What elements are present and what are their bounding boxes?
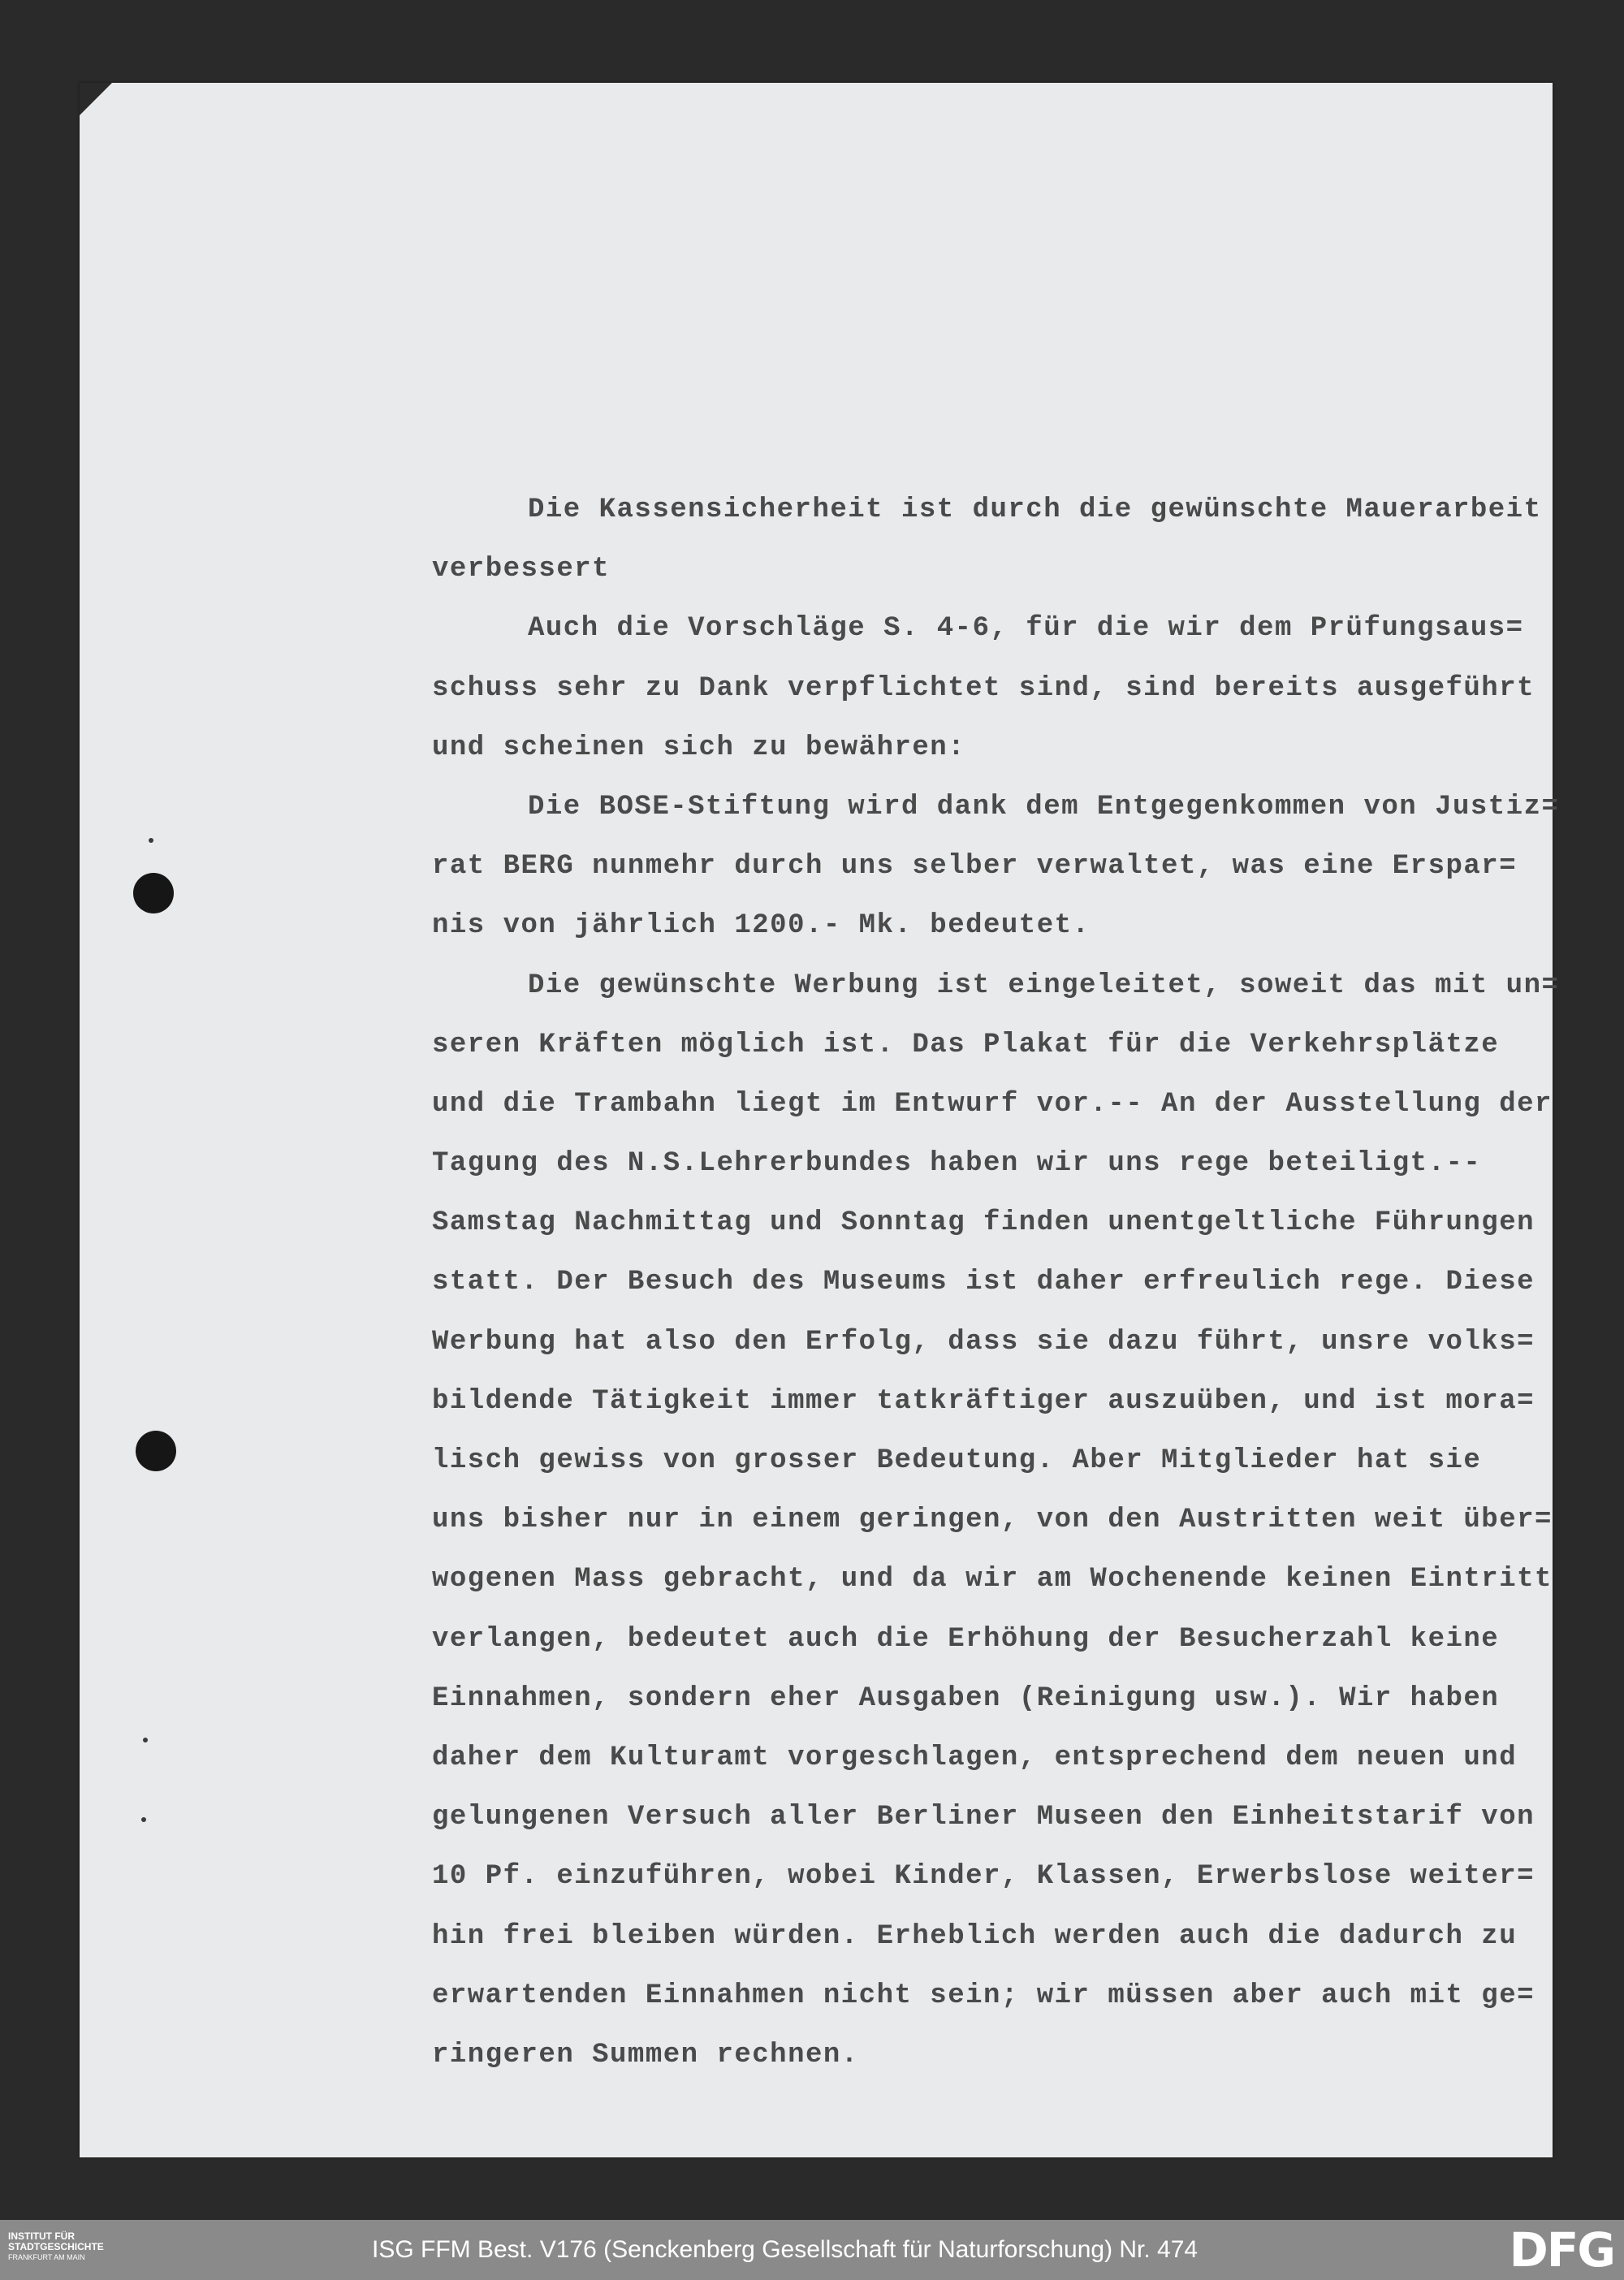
text-line: und die Trambahn liegt im Entwurf vor.-- An der Ausstellung der xyxy=(432,1088,1553,1120)
institute-line: STADTGESCHICHTE xyxy=(8,2241,104,2252)
text-line: uns bisher nur in einem geringen, von den Austritten weit über= xyxy=(432,1505,1553,1536)
text-line: rat BERG nunmehr durch uns selber verwaltet, was eine Erspar= xyxy=(432,851,1518,883)
text-line: Die BOSE-Stiftung wird dank dem Entgegenkommen von Justiz= xyxy=(528,791,1560,823)
typed-text xyxy=(432,481,1618,2085)
text-line: hin frei bleiben würden. Erheblich werden auch die dadurch zu xyxy=(432,1920,1518,1952)
paper-speck xyxy=(143,1738,148,1742)
text-line: verlangen, bedeutet auch die Erhöhung der Besucherzahl keine xyxy=(432,1623,1500,1655)
punch-hole xyxy=(136,1431,176,1471)
text-line: und scheinen sich zu bewähren: xyxy=(432,732,966,763)
text-line: Werbung hat also den Erfolg, dass sie dazu führt, unsre volks= xyxy=(432,1326,1535,1358)
text-line: seren Kräften möglich ist. Das Plakat für die Verkehrsplätze xyxy=(432,1029,1500,1060)
text-line: wogenen Mass gebracht, und da wir am Wochenende keinen Eintritt xyxy=(432,1564,1553,1596)
text-line: 10 Pf. einzuführen, wobei Kinder, Klassen, Erwerbslose weiter= xyxy=(432,1861,1535,1893)
text-line: erwartenden Einnahmen nicht sein; wir müssen aber auch mit ge= xyxy=(432,1980,1535,2011)
archive-footer xyxy=(0,2220,1624,2280)
text-line: Samstag Nachmittag und Sonntag finden unentgeltliche Führungen xyxy=(432,1207,1535,1239)
text-line: statt. Der Besuch des Museums ist daher erfreulich rege. Diese xyxy=(432,1267,1535,1298)
institute-logo xyxy=(8,2231,171,2263)
paper-speck xyxy=(141,1817,146,1822)
text-line: verbessert xyxy=(432,554,611,585)
institute-line: INSTITUT FÜR xyxy=(8,2230,75,2242)
dfg-logo: DFG xyxy=(1509,2222,1614,2278)
text-line: Die Kassensicherheit ist durch die gewünschte Mauerarbeit xyxy=(528,494,1542,525)
paper-speck xyxy=(149,838,153,843)
text-line: lisch gewiss von grosser Bedeutung. Aber Mitglieder hat sie xyxy=(432,1445,1482,1476)
text-line: Tagung des N.S.Lehrerbundes haben wir uns rege beteiligt.-- xyxy=(432,1148,1482,1180)
institute-line: FRANKFURT AM MAIN xyxy=(8,2253,85,2261)
text-line: Einnahmen, sondern eher Ausgaben (Reinigung usw.). Wir haben xyxy=(432,1682,1500,1714)
text-line: Die gewünschte Werbung ist eingeleitet, soweit das mit un= xyxy=(528,969,1560,1001)
punch-hole xyxy=(133,873,174,913)
text-line: Auch die Vorschläge S. 4-6, für die wir dem Prüfungsaus= xyxy=(528,613,1524,645)
text-line: ringeren Summen rechnen. xyxy=(432,2039,859,2071)
text-line: gelungenen Versuch aller Berliner Museen den Einheitstarif von xyxy=(432,1802,1535,1833)
typewritten-page xyxy=(80,83,1560,2157)
text-line: nis von jährlich 1200.- Mk. bedeutet. xyxy=(432,910,1091,942)
archive-citation: ISG FFM Best. V176 (Senckenberg Gesellschaft für Naturforschung) Nr. 474 xyxy=(372,2236,1199,2263)
text-line: daher dem Kulturamt vorgeschlagen, entsprechend dem neuen und xyxy=(432,1742,1518,1773)
text-line: bildende Tätigkeit immer tatkräftiger auszuüben, und ist mora= xyxy=(432,1385,1535,1417)
text-line: schuss sehr zu Dank verpflichtet sind, sind bereits ausgeführt xyxy=(432,672,1535,704)
